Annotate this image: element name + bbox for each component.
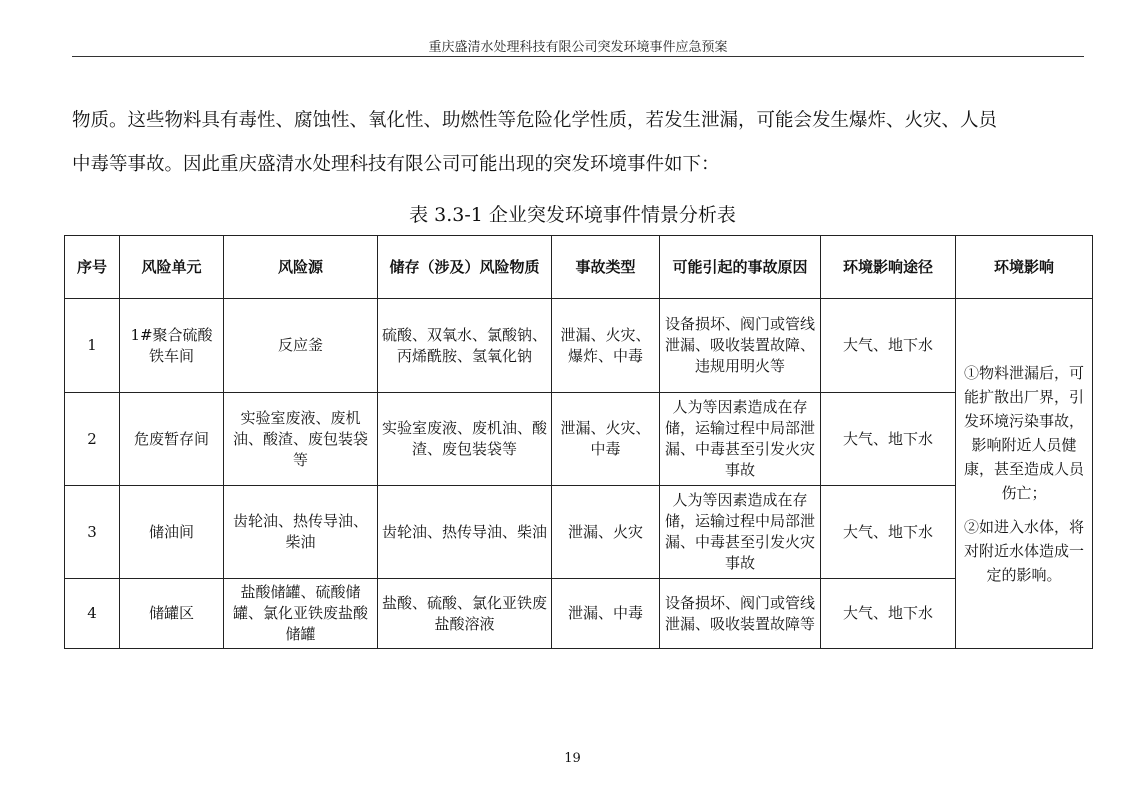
cell-no: 2 — [65, 393, 120, 486]
cell-source: 盐酸储罐、硫酸储罐、氯化亚铁废盐酸储罐 — [224, 579, 378, 649]
header-impact: 环境影响 — [956, 236, 1093, 299]
cell-no: 4 — [65, 579, 120, 649]
cell-unit: 储罐区 — [120, 579, 224, 649]
cell-source: 反应釜 — [224, 299, 378, 393]
header-source: 风险源 — [224, 236, 378, 299]
cell-unit: 危废暂存间 — [120, 393, 224, 486]
header-cause: 可能引起的事故原因 — [660, 236, 821, 299]
cell-unit: 1#聚合硫酸铁车间 — [120, 299, 224, 393]
cell-storage: 硫酸、双氧水、氯酸钠、丙烯酰胺、氢氧化钠 — [378, 299, 552, 393]
cell-type: 泄漏、火灾 — [552, 486, 660, 579]
table-caption: 表 3.3-1 企业突发环境事件情景分析表 — [409, 204, 736, 226]
risk-scenario-table — [64, 235, 1093, 649]
cell-cause: 设备损坏、阀门或管线泄漏、吸收装置故障等 — [660, 579, 821, 649]
table-row — [65, 299, 1093, 393]
cell-cause: 人为等因素造成在存储，运输过程中局部泄漏、中毒甚至引发火灾事故 — [660, 486, 821, 579]
header-rule — [72, 56, 1084, 57]
impact-text-1: ①物料泄漏后，可能扩散出厂界，引发环境污染事故，影响附近人员健康，甚至造成人员伤亡； — [963, 363, 1084, 502]
cell-source: 实验室废液、废机油、酸渣、废包装袋等 — [224, 393, 378, 486]
page-header: 重庆盛清水处理科技有限公司突发环境事件应急预案 — [428, 40, 728, 55]
cell-cause: 设备损坏、阀门或管线泄漏、吸收装置故障、违规用明火等 — [660, 299, 821, 393]
cell-route: 大气、地下水 — [821, 393, 956, 486]
body-text-line-2: 中毒等事故。因此重庆盛清水处理科技有限公司可能出现的突发环境事件如下： — [72, 154, 720, 175]
impact-text-2: ②如进入水体，将对附近水体造成一定的影响。 — [963, 517, 1084, 584]
cell-type: 泄漏、火灾、中毒 — [552, 393, 660, 486]
impact-spacer — [962, 505, 1086, 515]
header-route: 环境影响途径 — [821, 236, 956, 299]
cell-route: 大气、地下水 — [821, 486, 956, 579]
body-text-line-1: 物质。这些物料具有毒性、腐蚀性、氧化性、助燃性等危险化学性质，若发生泄漏，可能会发生爆炸、火灾、人员 — [72, 110, 998, 131]
cell-type: 泄漏、火灾、爆炸、中毒 — [552, 299, 660, 393]
header-type: 事故类型 — [552, 236, 660, 299]
cell-no: 3 — [65, 486, 120, 579]
cell-storage: 盐酸、硫酸、氯化亚铁废盐酸溶液 — [378, 579, 552, 649]
cell-no: 1 — [65, 299, 120, 393]
page-number: 19 — [564, 751, 581, 766]
cell-source: 齿轮油、热传导油、柴油 — [224, 486, 378, 579]
cell-storage: 齿轮油、热传导油、柴油 — [378, 486, 552, 579]
table-row — [65, 486, 1093, 579]
cell-cause: 人为等因素造成在存储，运输过程中局部泄漏、中毒甚至引发火灾事故 — [660, 393, 821, 486]
table-row — [65, 393, 1093, 486]
table-row — [65, 579, 1093, 649]
header-storage: 储存（涉及）风险物质 — [378, 236, 552, 299]
header-no: 序号 — [65, 236, 120, 299]
cell-storage: 实验室废液、废机油、酸渣、废包装袋等 — [378, 393, 552, 486]
table-header-row — [65, 236, 1093, 299]
cell-route: 大气、地下水 — [821, 579, 956, 649]
cell-type: 泄漏、中毒 — [552, 579, 660, 649]
cell-route: 大气、地下水 — [821, 299, 956, 393]
cell-impact — [956, 299, 1093, 649]
header-unit: 风险单元 — [120, 236, 224, 299]
cell-unit: 储油间 — [120, 486, 224, 579]
